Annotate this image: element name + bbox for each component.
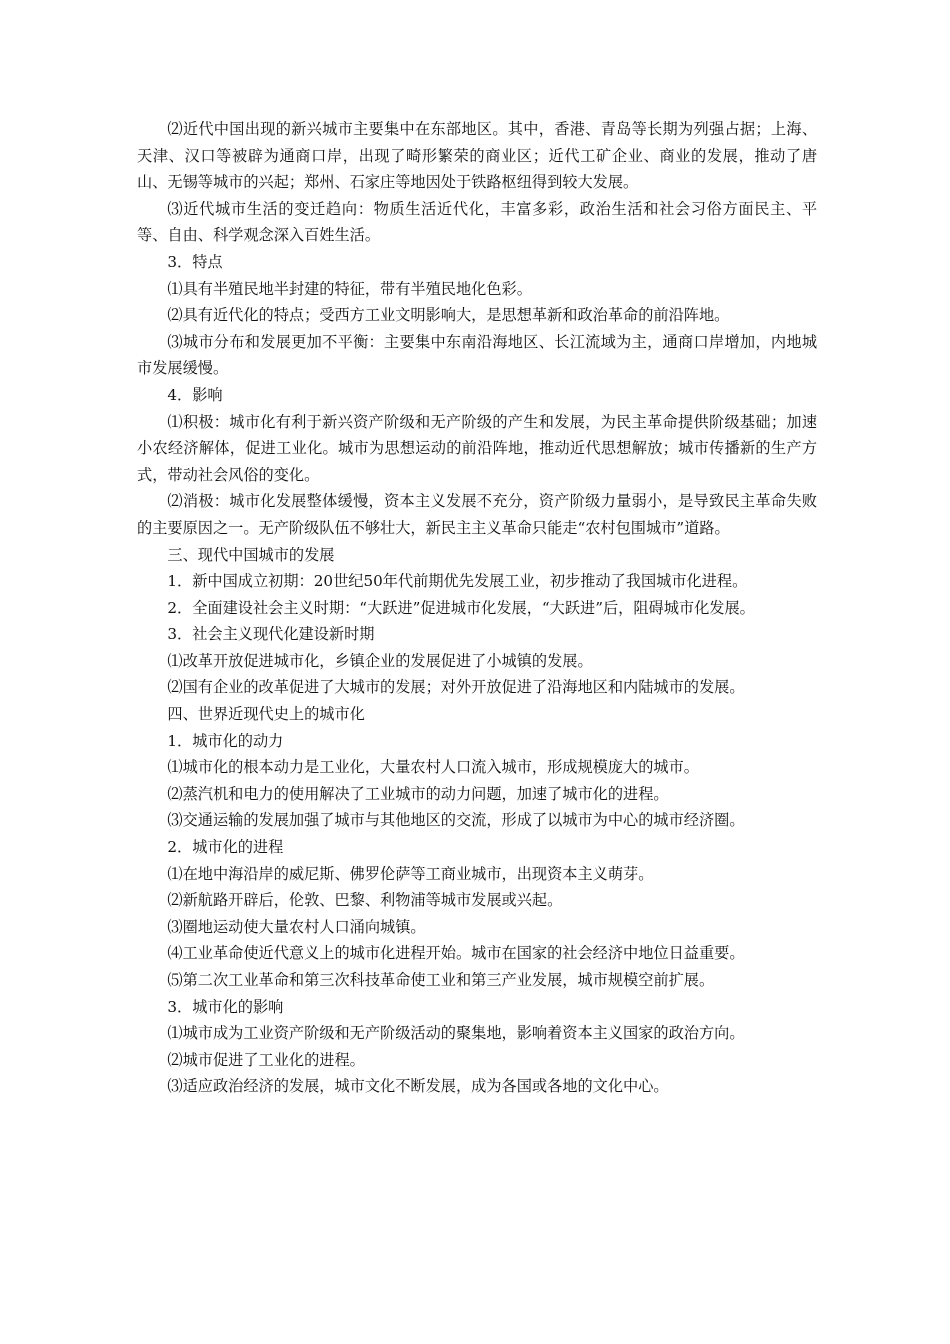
paragraph: ⑶交通运输的发展加强了城市与其他地区的交流，形成了以城市为中心的城市经济圈。 <box>167 811 745 830</box>
paragraph: 1．新中国成立初期：20世纪50年代前期优先发展工业，初步推动了我国城市化进程。 <box>167 572 748 591</box>
document-body <box>137 116 817 1100</box>
paragraph: ⑵新航路开辟后，伦敦、巴黎、利物浦等城市发展或兴起。 <box>167 891 563 910</box>
paragraph: ⑵消极：城市化发展整体缓慢，资本主义发展不充分，资产阶级力量弱小，是导致民主革命失败的主要原因之一。无产阶级队伍不够壮大，新民主主义革命只能走“农村包围城市”道路。 <box>137 492 817 537</box>
section-heading: 4．影响 <box>167 385 223 404</box>
paragraph: ⑴城市成为工业资产阶级和无产阶级活动的聚集地，影响着资本主义国家的政治方向。 <box>167 1024 745 1043</box>
paragraph: ⑷工业革命使近代意义上的城市化进程开始。城市在国家的社会经济中地位日益重要。 <box>167 944 745 963</box>
section-heading: 3．特点 <box>167 252 223 271</box>
paragraph: ⑶城市分布和发展更加不平衡：主要集中东南沿海地区、长江流域为主，通商口岸增加，内地城市发展缓慢。 <box>137 332 817 378</box>
paragraph: ⑶圈地运动使大量农村人口涌向城镇。 <box>167 917 426 936</box>
paragraph: 2．全面建设社会主义时期：“大跃进”促进城市化发展，“大跃进”后，阻碍城市化发展。 <box>167 598 755 617</box>
section-heading: 1．城市化的动力 <box>167 731 284 750</box>
section-heading: 3．城市化的影响 <box>167 997 284 1016</box>
paragraph: ⑸第二次工业革命和第三次科技革命使工业和第三产业发展，城市规模空前扩展。 <box>167 971 715 989</box>
section-heading: 3．社会主义现代化建设新时期 <box>167 625 375 644</box>
paragraph: ⑶适应政治经济的发展，城市文化不断发展，成为各国或各地的文化中心。 <box>167 1077 669 1096</box>
paragraph: ⑵城市促进了工业化的进程。 <box>167 1050 365 1069</box>
paragraph: ⑵具有近代化的特点；受西方工业文明影响大，是思想革新和政治革命的前沿阵地。 <box>167 306 730 325</box>
chapter-heading: 四、世界近现代史上的城市化 <box>167 705 365 724</box>
paragraph: ⑶近代城市生活的变迁趋向：物质生活近代化，丰富多彩，政治生活和社会习俗方面民主、平等、自由、科学观念深入百姓生活。 <box>137 199 817 245</box>
chapter-heading: 三、现代中国城市的发展 <box>167 545 335 564</box>
paragraph: ⑴具有半殖民地半封建的特征，带有半殖民地化色彩。 <box>167 279 532 298</box>
paragraph: ⑴在地中海沿岸的威尼斯、佛罗伦萨等工商业城市，出现资本主义萌芽。 <box>167 864 654 883</box>
paragraph: ⑴城市化的根本动力是工业化，大量农村人口流入城市，形成规模庞大的城市。 <box>167 758 699 777</box>
paragraph: ⑵近代中国出现的新兴城市主要集中在东部地区。其中，香港、青岛等长期为列强占据；上海、天津、汉口等被辟为通商口岸，出现了畸形繁荣的商业区；近代工矿企业、商业的发展，推动了唐山、无锡等城市的兴起；郑州、石家庄等地因处于铁路枢纽得到较大发展。 <box>137 120 817 192</box>
paragraph: ⑵国有企业的改革促进了大城市的发展；对外开放促进了沿海地区和内陆城市的发展。 <box>167 678 745 697</box>
paragraph: ⑵蒸汽机和电力的使用解决了工业城市的动力问题，加速了城市化的进程。 <box>167 784 669 803</box>
paragraph: ⑴改革开放促进城市化，乡镇企业的发展促进了小城镇的发展。 <box>167 651 593 670</box>
paragraph: ⑴积极：城市化有利于新兴资产阶级和无产阶级的产生和发展，为民主革命提供阶级基础；加速小农经济解体，促进工业化。城市为思想运动的前沿阵地，推动近代思想解放；城市传播新的生产方式，带动社会风俗的变化。 <box>137 412 817 484</box>
section-heading: 2．城市化的进程 <box>167 838 284 857</box>
